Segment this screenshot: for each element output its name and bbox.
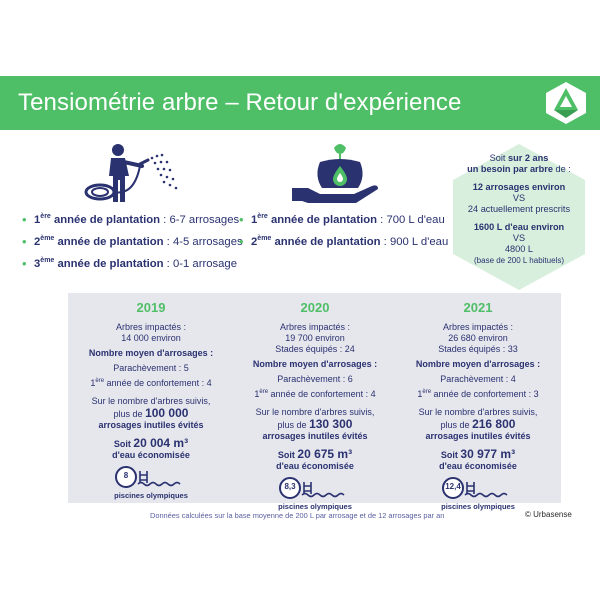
summary-litres: 1600 L d'eau environ [473,222,565,232]
planting-arrosages-list [22,209,243,275]
summary-text: Soit sur 2 ans un besoin par arbre de : 12 arrosages environ VS 24 actuellement prescrits 1600 L d'eau environ VS 4800 L (base de 200 L habituels) [449,153,589,266]
copyright: © Urbasense [525,510,572,519]
year-card-2019: 2019 Arbres impactés : 14 000 environ Nombre moyen d'arrosages : Parachèvement : 5 1ère année de confortement : 4 Sur le nombre d'arbres suivis, plus de 100 000 arrosages inutiles évités Soit 20 004 m³ d'eau économisée 8 piscines olympiques [68,293,234,503]
swimming-pool-icon: 8,3 [278,476,352,506]
footnote: Données calculées sur la base moyenne de 200 L par arrosage et de 12 arrosages par an [150,511,445,520]
card-year: 2019 [136,300,166,315]
list-item: • 3ème année de plantation : 0-1 arrosage [22,253,243,275]
page-title: Tensiométrie arbre – Retour d'expérience [18,89,462,116]
list-item: • 2ème année de plantation : 900 L d'eau [239,231,448,253]
swimming-pool-icon: 8 [114,465,188,495]
list-item: • 1ère année de plantation : 6-7 arrosages [22,209,243,231]
list-item: • 2ème année de plantation : 4-5 arrosages [22,231,243,253]
year-card-2020: 2020 Arbres impactés : 19 700 environ Stades équipés : 24 Nombre moyen d'arrosages : Parachèvement : 6 1ère année de confortement : 4 Sur le nombre d'arbres suivis, plus de 130 300 arrosages inutiles évités Soit 20 675 m³ d'eau économisée 8,3 piscines olympiques [232,293,398,503]
swimming-pool-icon: 12,4 [441,476,515,506]
urbasense-logo-icon [543,80,589,126]
summary-arrosages: 12 arrosages environ [472,182,566,192]
card-year: 2020 [300,300,330,315]
planting-water-list [239,209,448,253]
card-year: 2021 [463,300,493,315]
person-watering-icon [78,140,188,208]
year-card-2021: 2021 Arbres impactés : 26 680 environ Stades équipés : 33 Nombre moyen d'arrosages : Parachèvement : 4 1ère année de confortement : 3 Sur le nombre d'arbres suivis, plus de 216 800 arrosages inutiles évités Soit 30 977 m³ d'eau économisée 12,4 piscines olympiques [395,293,561,503]
list-item: • 1ère année de plantation : 700 L d'eau [239,209,448,231]
hand-water-drop-icon [286,140,396,208]
header-banner [0,76,600,130]
